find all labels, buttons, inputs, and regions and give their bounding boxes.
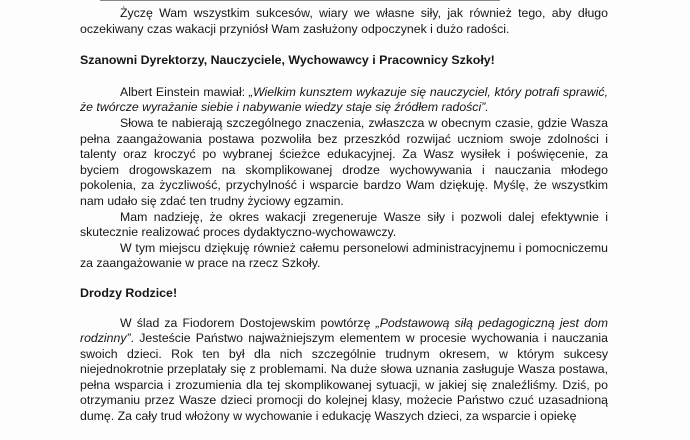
dostojewski-quote: „Podstawową siłą pedagogiczną jest dom rodzinny” [80, 315, 608, 346]
quote-lead: Albert Einstein mawiał: [120, 84, 249, 99]
staff-heading: Szanowni Dyrektorzy, Nauczyciele, Wychowawcy i Pracownicy Szkoły! [80, 53, 495, 68]
einstein-quote: „Wielkim kunsztem wykazuje się nauczyciel, który potrafi sprawić, że twórcze wyrażanie siebie i nabywanie wiedzy staje się źródłem radości”. [80, 84, 608, 115]
parents-lead: W ślad za Fiodorem Dostojewskim powtórzę [120, 315, 376, 330]
staff-paragraph-2: Mam nadzieję, że okres wakacji zregeneruje Wasze siły i pozwoli dalej efektywnie i skutecznie realizować proces dydaktyczno-wychowawczy. [80, 209, 608, 240]
cropped-top-line [100, 0, 500, 1]
intro-paragraph: Życzę Wam wszystkim sukcesów, wiary we własne siły, jak również tego, aby długo oczekiwany czas wakacji przyniósł Wam zasłużony odpoczynek i dużo radości. [80, 6, 608, 36]
parents-heading: Drodzy Rodzice! [80, 285, 178, 300]
parents-paragraph [80, 316, 608, 425]
einstein-quote-paragraph [80, 85, 608, 116]
staff-paragraph-3: W tym miejscu dziękuję również całemu personelowi administracyjnemu i pomocniczemu za zaangażowanie w prace na rzecz Szkoły. [80, 240, 608, 271]
parents-rest: . Jesteście Państwo najważniejszym elementem w procesie wychowania i nauczania swoich dzieci. Rok ten był dla nich szczególnie trudnym okresem, w którym sukcesy niejednokrotnie przeplatały się z problemami. Na duże słowa uznania zasługuje Wasza postawa, pełna wsparcia i zrozumienia dla tej skomplikowanej sytuacji, w jakiej się znaleźliśmy. Dziś, po otrzymaniu przez Wasze dzieci promocji do kolejnej klasy, możecie Państwo czuć uzasadnioną dumę. Za cały trud włożony w wychowanie i edukację Waszych dzieci, za wsparcie i opiekę [80, 331, 608, 424]
staff-paragraph-1: Słowa te nabierają szczególnego znaczenia, zwłaszcza w obecnym czasie, gdzie Wasza pełna zaangażowania postawa pozwoliła bez przeszkód rozwijać uczniom swoje zdolności i talenty oraz kroczyć po wybranej ścieżce edukacyjnej. Za Wasz wysiłek i poświęcenie, za byciem drogowskazem na skomplikowanej drodze wychowywania i nauczania młodego pokolenia, za życzliwość, przychylność i wsparcie bardzo Wam dziękuję. Myślę, że wszystkim nam udało się zdać ten trudny życiowy egzamin. [80, 115, 608, 208]
letter-body [80, 6, 608, 425]
